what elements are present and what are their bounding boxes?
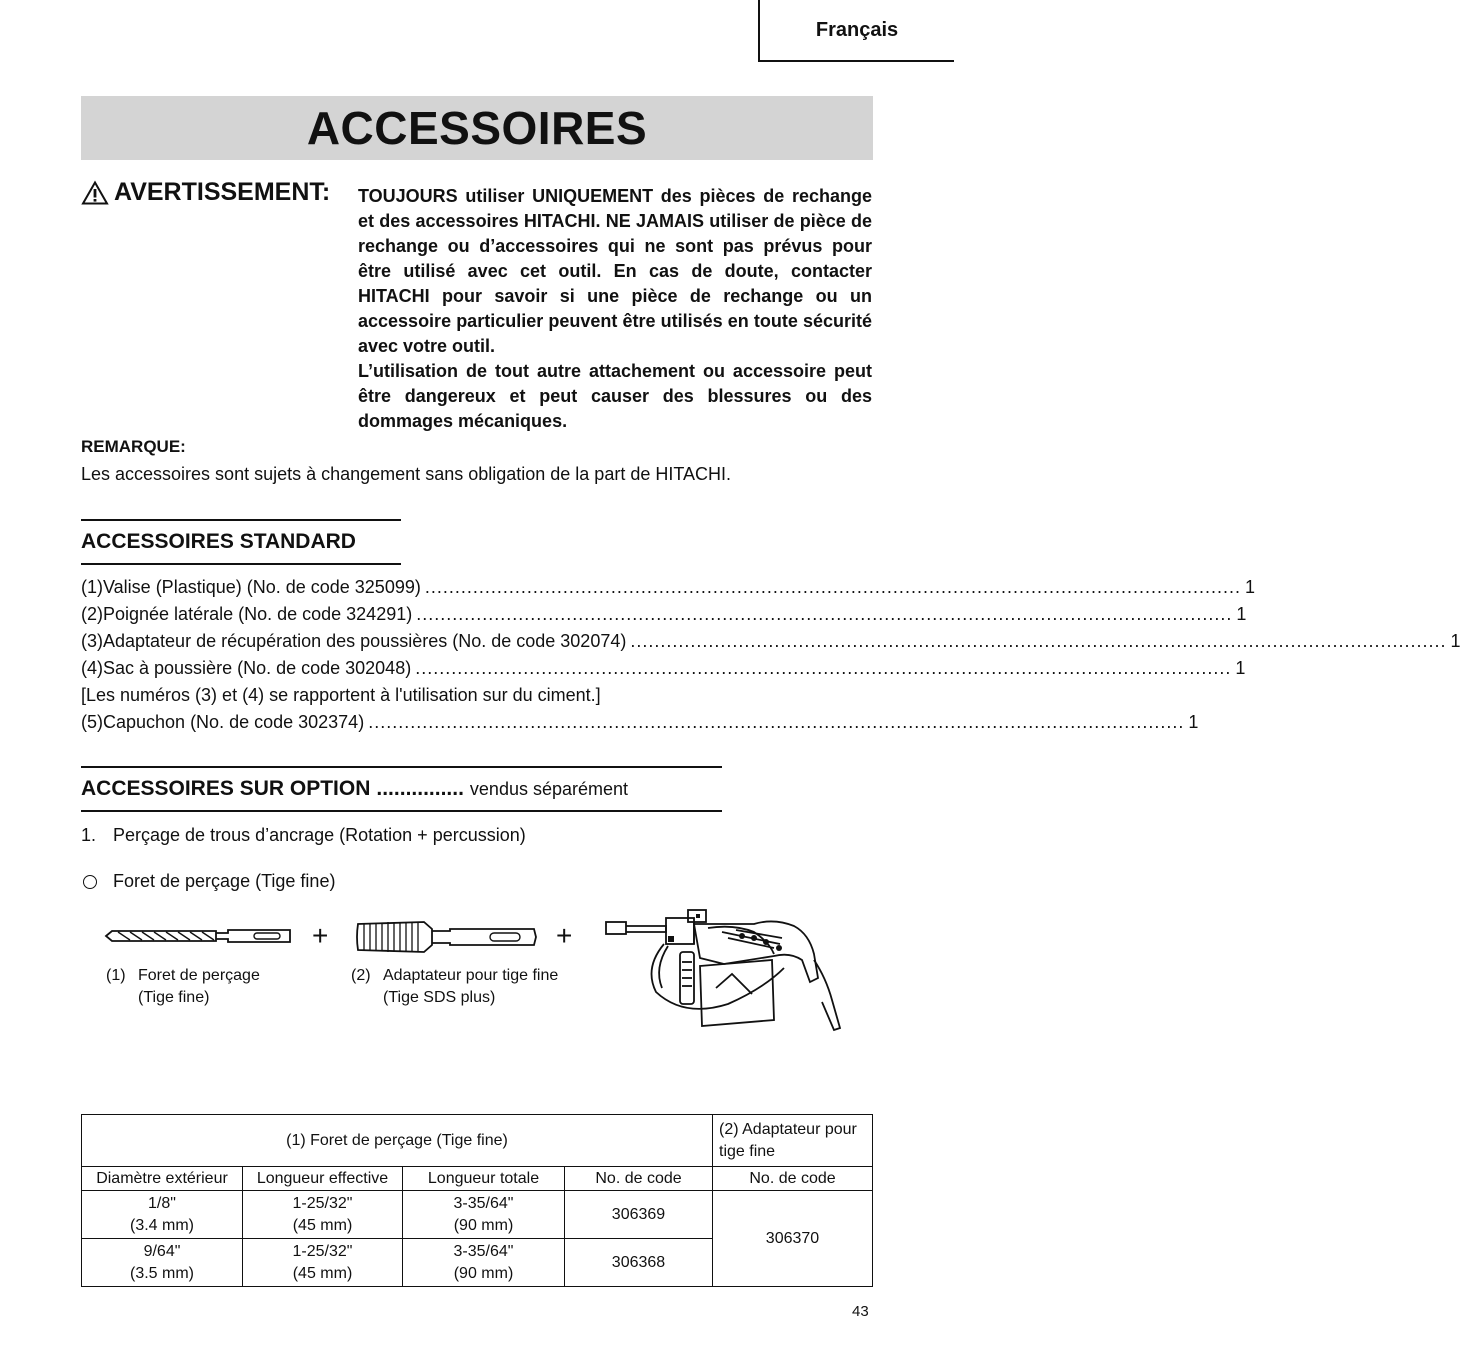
item-quantity: 1 (1236, 604, 1247, 624)
cell-line: 1-25/32" (292, 1194, 353, 1212)
header-adapter: (2) Adaptateur pour tige fine (713, 1115, 873, 1167)
list-item (81, 655, 1246, 682)
cell-code: 306368 (565, 1239, 713, 1287)
language-label: Français (815, 18, 899, 41)
note-text: [Les numéros (3) et (4) se rapportent à l'utilisation sur du ciment.] (81, 685, 601, 705)
caption-number: (2) (351, 967, 371, 984)
column-header: Longueur totale (403, 1167, 565, 1191)
cell-diameter (82, 1239, 243, 1287)
sold-separately-text: vendus séparément (469, 778, 629, 799)
standard-heading-text: ACCESSOIRES STANDARD (81, 530, 356, 553)
optional-item (81, 825, 526, 846)
item-number: 1. (81, 825, 97, 845)
cell-adapter-code: 306370 (713, 1191, 873, 1287)
warning-heading (82, 178, 330, 207)
optional-accessories-heading (81, 766, 722, 812)
drill-bit-illustration (104, 925, 294, 947)
column-header: Diamètre extérieur (82, 1167, 243, 1191)
hammer-drill-illustration (604, 908, 846, 1032)
list-item (81, 574, 1256, 601)
page-number: 43 (852, 1303, 869, 1320)
cell-line: (45 mm) (292, 1264, 353, 1282)
optional-subitem (81, 871, 335, 892)
cell-code: 306369 (565, 1191, 713, 1239)
circle-bullet-icon (83, 875, 97, 889)
column-header: No. de code (713, 1167, 873, 1191)
caption-number: (1) (106, 967, 126, 984)
cell-effective-length (243, 1191, 403, 1239)
warning-paragraph: L’utilisation de tout autre attachement ou accessoire peut être dangereux et peut causer des blessures ou des dommages mécaniques. (358, 361, 872, 431)
cell-line: (90 mm) (453, 1264, 514, 1282)
caption-text: Adaptateur pour tige fine (Tige SDS plus) (383, 967, 559, 1006)
dot-leader: ........................................................................................................................................ (424, 577, 1241, 597)
plus-sign: + (312, 920, 329, 951)
cell-line: 1/8" (148, 1194, 176, 1212)
optional-heading-text: ACCESSOIRES SUR OPTION (81, 777, 371, 800)
caption-text: Foret de perçage (Tige fine) (138, 967, 260, 1006)
standard-accessories-heading (81, 519, 401, 565)
cell-line: 1-25/32" (292, 1242, 353, 1260)
remark-text: Les accessoires sont sujets à changement sans obligation de la part de HITACHI. (81, 464, 732, 484)
cell-line: (90 mm) (453, 1216, 514, 1234)
item-label: (1)Valise (Plastique) (No. de code 325099) (81, 577, 421, 597)
item-text: Perçage de trous d’ancrage (Rotation + percussion) (113, 825, 526, 845)
list-item (81, 709, 1199, 736)
cell-line: (3.4 mm) (130, 1216, 194, 1234)
column-header: No. de code (565, 1167, 713, 1191)
warning-body (358, 184, 872, 434)
table-header-row (82, 1115, 873, 1167)
dot-leader: ........................................................................................................................................ (416, 604, 1233, 624)
cell-total-length (403, 1239, 565, 1287)
remark-label: REMARQUE: (81, 437, 186, 456)
plus-sign: + (556, 920, 573, 951)
item-quantity: 1 (1188, 712, 1199, 732)
caption-adapter (351, 965, 581, 1009)
cell-effective-length (243, 1239, 403, 1287)
cell-line: 9/64" (143, 1242, 181, 1260)
list-item (81, 601, 1247, 628)
cell-line: 3-35/64" (453, 1194, 514, 1212)
header-drill-bit: (1) Foret de perçage (Tige fine) (82, 1115, 713, 1167)
column-header: Longueur effective (243, 1167, 403, 1191)
standard-accessories-list (81, 574, 1461, 736)
subitem-text: Foret de perçage (Tige fine) (113, 871, 336, 891)
cell-diameter (82, 1191, 243, 1239)
item-label: (3)Adaptateur de récupération des poussières (No. de code 302074) (81, 631, 627, 651)
dot-leader: ........................................................................................................................................ (368, 712, 1185, 732)
cell-line: (45 mm) (292, 1216, 353, 1234)
list-note (81, 682, 873, 709)
warning-triangle-icon (82, 181, 108, 205)
language-tab (758, 0, 954, 62)
dot-leader: ........................................................................................................................................ (630, 631, 1447, 651)
item-label: (4)Sac à poussière (No. de code 302048) (81, 658, 412, 678)
dot-leader: ........................................................................................................................................ (415, 658, 1232, 678)
specifications-table (81, 1114, 873, 1287)
warning-heading-text: AVERTISSEMENT: (114, 178, 331, 206)
item-quantity: 1 (1245, 577, 1256, 597)
item-quantity: 1 (1235, 658, 1246, 678)
title-band (81, 96, 873, 160)
item-quantity: 1 (1450, 631, 1461, 651)
heading-dots: ............... (376, 777, 464, 800)
table-column-row (82, 1167, 873, 1191)
caption-drill-bit (106, 965, 286, 1009)
cell-line: (3.5 mm) (130, 1264, 194, 1282)
adapter-illustration (354, 912, 540, 962)
cell-line: 3-35/64" (453, 1242, 514, 1260)
page-title: ACCESSOIRES (306, 102, 648, 154)
list-item (81, 628, 1461, 655)
warning-paragraph: TOUJOURS utiliser UNIQUEMENT des pièces de rechange et des accessoires HITACHI. NE JAMAIS utiliser de pièce de rechange ou d’accessoires qui ne sont pas prévus pour être utilisé avec cet outil. En cas de doute, contacter HITACHI pour savoir si une pièce de rechange ou un accessoire particulier peuvent être utilisés en toute sécurité avec votre outil. (358, 186, 872, 356)
item-label: (2)Poignée latérale (No. de code 324291) (81, 604, 413, 624)
cell-total-length (403, 1191, 565, 1239)
item-label: (5)Capuchon (No. de code 302374) (81, 712, 365, 732)
table-row (82, 1191, 873, 1239)
